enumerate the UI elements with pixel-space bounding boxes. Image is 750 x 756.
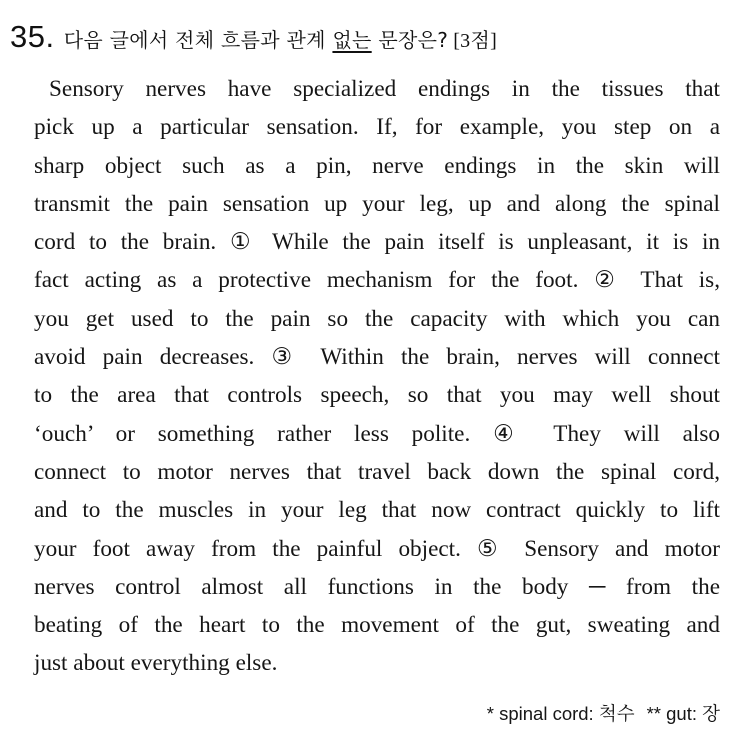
passage-line: Sensory nerves have specialized endings in the tissues that bbox=[49, 76, 720, 102]
question-number: 35. bbox=[10, 19, 55, 54]
passage-line: transmit the pain sensation up your leg, up and along the spinal bbox=[34, 190, 720, 217]
passage-line: connect to motor nerves that travel back down the spinal cord, bbox=[34, 458, 720, 485]
passage-line: cord to the brain. ① While the pain itself is unpleasant, it is in bbox=[34, 229, 720, 256]
passage bbox=[34, 70, 720, 683]
passage-line: just about everything else. bbox=[34, 650, 278, 677]
passage-line: pick up a particular sensation. If, for example, you step on a bbox=[34, 114, 720, 141]
passage-line: ‘ouch’ or something rather less polite. ④ They will also bbox=[34, 420, 720, 447]
question-header bbox=[10, 14, 497, 65]
footnote bbox=[487, 700, 720, 728]
question-prompt bbox=[64, 28, 448, 52]
passage-line: sharp object such as a pin, nerve endings in the skin will bbox=[34, 152, 720, 179]
passage-line: and to the muscles in your leg that now contract quickly to lift bbox=[34, 497, 720, 524]
passage-line: beating of the heart to the movement of the gut, sweating and bbox=[34, 612, 720, 639]
passage-line: nerves control almost all functions in the body ─ from the bbox=[34, 573, 720, 600]
footnote-gut: ** gut: 장 bbox=[646, 703, 720, 724]
passage-line: you get used to the pain so the capacity with which you can bbox=[34, 305, 720, 332]
passage-line: your foot away from the painful object. ⑤ Sensory and motor bbox=[34, 535, 720, 562]
question-prompt-before: 다음 글에서 전체 흐름과 관계 bbox=[63, 28, 333, 52]
question-prompt-after: 문장은? bbox=[371, 28, 449, 52]
passage-line: to the area that controls speech, so that you may well shout bbox=[34, 382, 720, 409]
passage-line: fact acting as a protective mechanism for the foot. ② That is, bbox=[34, 267, 720, 294]
footnote-spinal-cord: * spinal cord: 척수 bbox=[486, 703, 635, 724]
question-prompt-underlined: 없는 bbox=[332, 28, 372, 52]
passage-line: avoid pain decreases. ③ Within the brain, nerves will connect bbox=[34, 344, 720, 371]
question-points: [3점] bbox=[453, 30, 498, 52]
